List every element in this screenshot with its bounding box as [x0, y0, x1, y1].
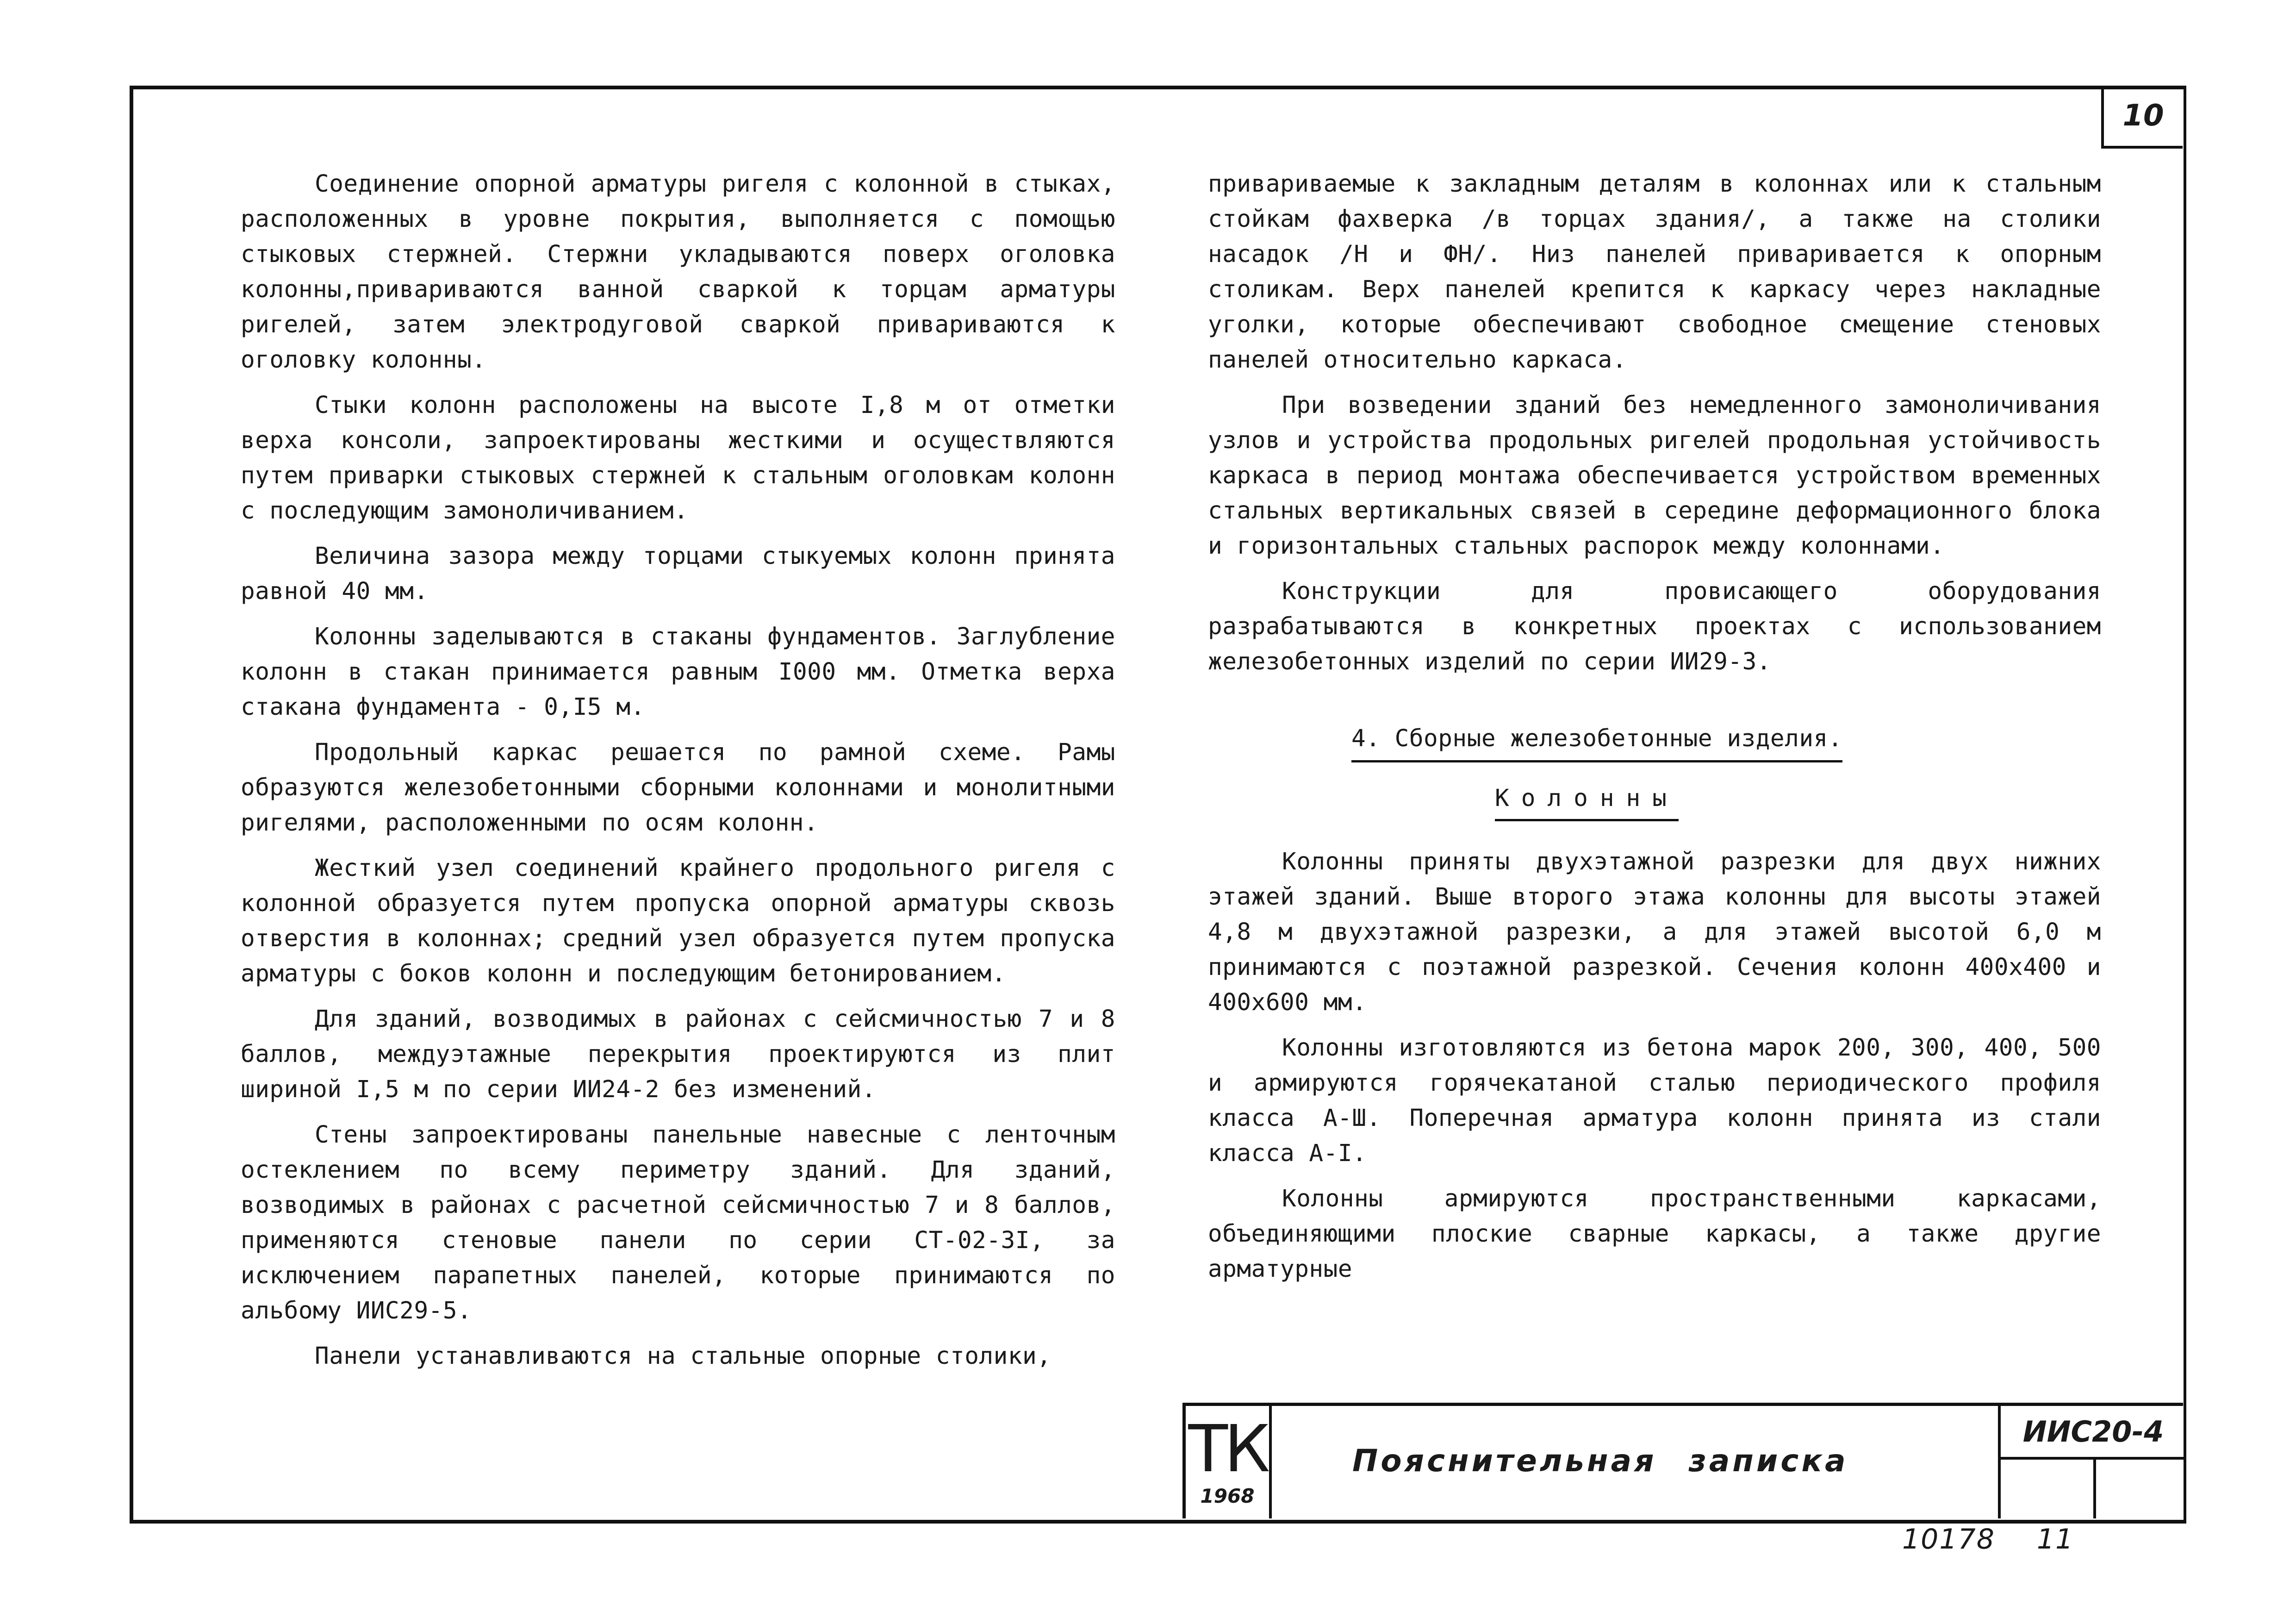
paragraph: Панели устанавливаются на стальные опорные столики, — [315, 1343, 1052, 1370]
title-block — [1182, 1403, 2183, 1518]
paragraph: Величина зазора между торцами стыкуемых колонн принята равной 40 мм. — [241, 543, 1115, 605]
left-text-column — [241, 167, 1115, 1384]
archive-stamp — [1902, 1523, 2074, 1555]
logo-mark: ТК — [1188, 1412, 1267, 1487]
paragraph: Колонны приняты двухэтажной разрезки для двух нижних этажей зданий. Выше второго этажа колонны для высоты этажей 4,8 м двухэтажной разрезки, а для этажей высотой 6,0 м принимаются с поэтажной разрезкой. Сечения колонн 400х400 и 400х600 мм. — [1208, 848, 2101, 1016]
paragraph: Соединение опорной арматуры ригеля с колонной в стыках, расположенных в уровне покрытия, выполняется с помощью стыковых стержней. Стержни укладываются поверх оголовка колонны,привариваются ванной сваркой к торцам арматуры ригелей, затем электродуговой сваркой привариваются к оголовку колонны. — [241, 170, 1115, 374]
sheet-number: 11 — [2036, 1523, 2074, 1555]
paragraph: Стыки колонн расположены на высоте I,8 м от отметки верха консоли, запроектированы жесткими и осуществляются путем приварки стыковых стержней к стальным оголовкам колонн с последующим замоноличиванием. — [241, 392, 1115, 525]
archive-number: 10178 — [1902, 1523, 1995, 1555]
paragraph: Для зданий, возводимых в районах с сейсмичностью 7 и 8 баллов, междуэтажные перекрытия проектируются из плит шириной I,5 м по серии ИИ24-2 без изменений. — [241, 1006, 1115, 1103]
title-block-cell — [1998, 1457, 2096, 1518]
section-heading: 4. Сборные железобетонные изделия. — [1208, 721, 2101, 762]
paragraph-continuation: привариваемые к закладным деталям в колоннах или к стальным стойкам фахверка /в торцах здания/, а также на столики насадок /Н и ФН/. Низ панелей приваривается к опорным столикам. Верх панелей крепится к каркасу через накладные уголки, которые обеспечивают свободное смещение стеновых панелей относительно каркаса. — [1208, 170, 2101, 374]
title-block-cell — [2093, 1457, 2183, 1518]
paragraph: Стены запроектированы панельные навесные с ленточным остеклением по всему периметру зданий. Для зданий, возводимых в районах с расчетной сейсмичностью 7 и 8 баллов, применяются стеновые панели по серии СТ-02-3I, за исключением парапетных панелей, которые принимаются по альбому ИИС29-5. — [241, 1121, 1115, 1324]
series-code: ИИС20-4 — [1998, 1406, 2186, 1460]
subsection-heading: Колонны — [1208, 781, 2101, 821]
paragraph: При возведении зданий без немедленного замоноличивания узлов и устройства продольных ригелей продольная устойчивость каркаса в период монтажа обеспечивается устройством временных стальных вертикальных связей в середине деформационного блока и горизонтальных стальных распорок между колоннами. — [1208, 392, 2101, 560]
paragraph: Колонны изготовляются из бетона марок 200, 300, 400, 500 и армируются горячекатаной сталью периодического профиля класса А-Ш. Поперечная арматура колонн принята из стали класса А-I. — [1208, 1034, 2101, 1167]
paragraph: Колонны заделываются в стаканы фундаментов. Заглубление колонн в стакан принимается равным I000 мм. Отметка верха стакана фундамента - 0,I5 м. — [241, 623, 1115, 721]
paragraph: Конструкции для провисающего оборудования разрабатываются в конкретных проектах с использованием железобетонных изделий по серии ИИ29-3. — [1208, 578, 2101, 675]
page-number: 10 — [2101, 86, 2183, 149]
document-title: Пояснительная записка — [1352, 1443, 1848, 1479]
paragraph: Жесткий узел соединений крайнего продольного ригеля с колонной образуется путем пропуска опорной арматуры сквозь отверстия в колоннах; средний узел образуется путем пропуска арматуры с боков колонн и последующим бетонированием. — [241, 855, 1115, 987]
paragraph: Колонны армируются пространственными каркасами, объединяющими плоские сварные каркасы, а также другие арматурные — [1208, 1185, 2101, 1283]
title-block-year: 1968 — [1200, 1485, 1255, 1507]
organization-logo — [1186, 1406, 1272, 1518]
paragraph: Продольный каркас решается по рамной схеме. Рамы образуются железобетонными сборными колоннами и монолитными ригелями, расположенными по осям колонн. — [241, 739, 1115, 837]
right-text-column — [1208, 167, 2101, 1297]
